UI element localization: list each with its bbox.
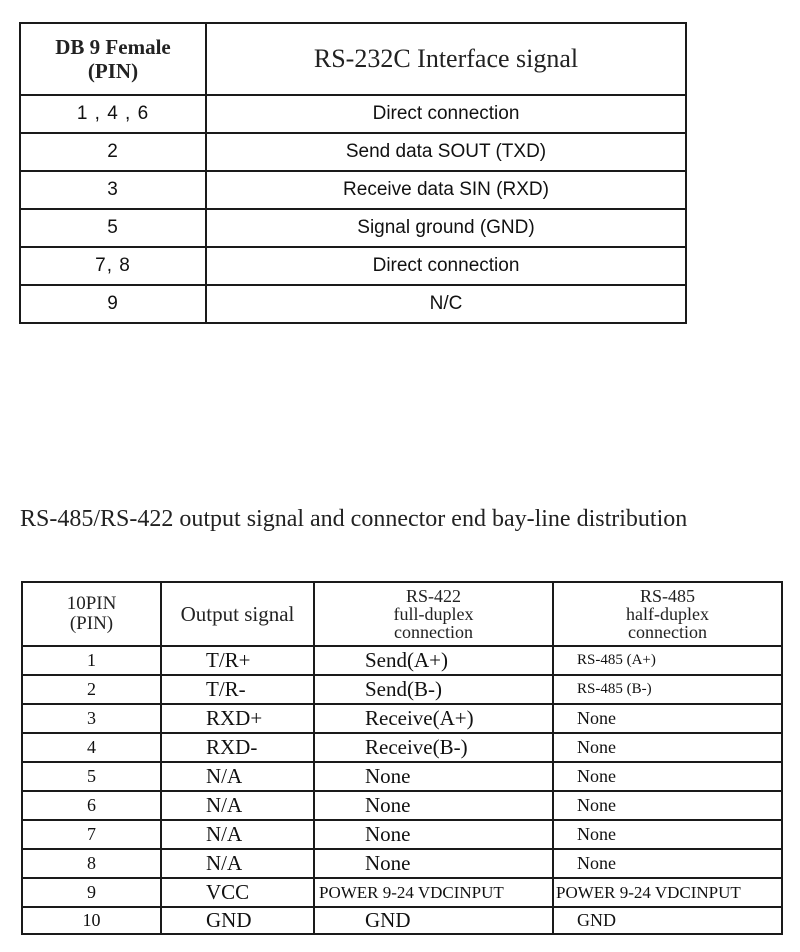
table-row [20, 247, 686, 285]
table-row [22, 791, 782, 820]
table-row [22, 849, 782, 878]
rs422-cell: POWER 9-24 VDCINPUT [314, 878, 553, 907]
output-signal-column-header: Output signal [161, 582, 314, 646]
rs485-pin-table [21, 581, 783, 935]
rs485-cell: None [553, 762, 782, 791]
output-signal-cell: N/A [161, 762, 314, 791]
pin-cell: 9 [20, 285, 206, 323]
output-signal-cell: N/A [161, 820, 314, 849]
rs485-section-heading: RS-485/RS-422 output signal and connector end bay-line distribution [20, 506, 688, 532]
pin-cell: 2 [22, 675, 161, 704]
rs485-column-header-text: RS-485 half-duplex connection [626, 586, 709, 642]
output-signal-cell: RXD- [161, 733, 314, 762]
table-row [22, 820, 782, 849]
rs232-pin-table [19, 22, 687, 324]
rs422-column-header-text: RS-422 full-duplex connection [393, 586, 474, 642]
rs485-cell: RS-485 (A+) [553, 646, 782, 675]
rs422-cell: GND [314, 907, 553, 934]
rs485-cell: GND [553, 907, 782, 934]
table-row [20, 285, 686, 323]
table-row [22, 704, 782, 733]
db9-pin-header [20, 23, 206, 95]
rs422-cell: Receive(B-) [314, 733, 553, 762]
table-row [20, 171, 686, 209]
rs422-cell: Send(A+) [314, 646, 553, 675]
table-row [22, 646, 782, 675]
table-header-row [22, 582, 782, 646]
table-row [20, 133, 686, 171]
table-row [20, 95, 686, 133]
rs485-cell: POWER 9-24 VDCINPUT [553, 878, 782, 907]
rs485-cell: None [553, 820, 782, 849]
pin-cell: 8 [22, 849, 161, 878]
rs485-cell: None [553, 849, 782, 878]
pin-cell: 9 [22, 878, 161, 907]
output-signal-cell: N/A [161, 791, 314, 820]
table-header-row [20, 23, 686, 95]
rs485-cell: None [553, 704, 782, 733]
rs485-cell: None [553, 791, 782, 820]
pin-cell: 2 [20, 133, 206, 171]
rs422-cell: Receive(A+) [314, 704, 553, 733]
rs422-cell: None [314, 762, 553, 791]
rs422-cell: None [314, 849, 553, 878]
rs485-column-header [553, 582, 782, 646]
table-row [22, 907, 782, 934]
output-signal-cell: T/R- [161, 675, 314, 704]
pin-column-header-text: 10PIN (PIN) [66, 593, 117, 634]
pin-cell: 6 [22, 791, 161, 820]
rs485-cell: None [553, 733, 782, 762]
signal-cell: Receive data SIN (RXD) [206, 171, 686, 209]
signal-cell: Send data SOUT (TXD) [206, 133, 686, 171]
pin-cell: 1 , 4 , 6 [20, 95, 206, 133]
output-signal-cell: T/R+ [161, 646, 314, 675]
pin-cell: 5 [20, 209, 206, 247]
db9-pin-header-text: DB 9 Female (PIN) [55, 35, 171, 83]
pin-column-header [22, 582, 161, 646]
pin-cell: 5 [22, 762, 161, 791]
signal-cell: Direct connection [206, 247, 686, 285]
pin-cell: 7, 8 [20, 247, 206, 285]
rs422-column-header [314, 582, 553, 646]
output-signal-cell: RXD+ [161, 704, 314, 733]
output-signal-cell: GND [161, 907, 314, 934]
table-row [22, 878, 782, 907]
table-row [22, 675, 782, 704]
output-signal-cell: N/A [161, 849, 314, 878]
rs485-cell: RS-485 (B-) [553, 675, 782, 704]
rs232-signal-header: RS-232C Interface signal [206, 23, 686, 95]
pin-cell: 7 [22, 820, 161, 849]
rs422-cell: Send(B-) [314, 675, 553, 704]
pin-cell: 3 [22, 704, 161, 733]
signal-cell: Direct connection [206, 95, 686, 133]
rs422-cell: None [314, 820, 553, 849]
table-row [22, 762, 782, 791]
signal-cell: Signal ground (GND) [206, 209, 686, 247]
pin-cell: 1 [22, 646, 161, 675]
rs422-cell: None [314, 791, 553, 820]
pin-cell: 3 [20, 171, 206, 209]
table-row [22, 733, 782, 762]
pin-cell: 10 [22, 907, 161, 934]
signal-cell: N/C [206, 285, 686, 323]
pin-cell: 4 [22, 733, 161, 762]
output-signal-cell: VCC [161, 878, 314, 907]
table-row [20, 209, 686, 247]
